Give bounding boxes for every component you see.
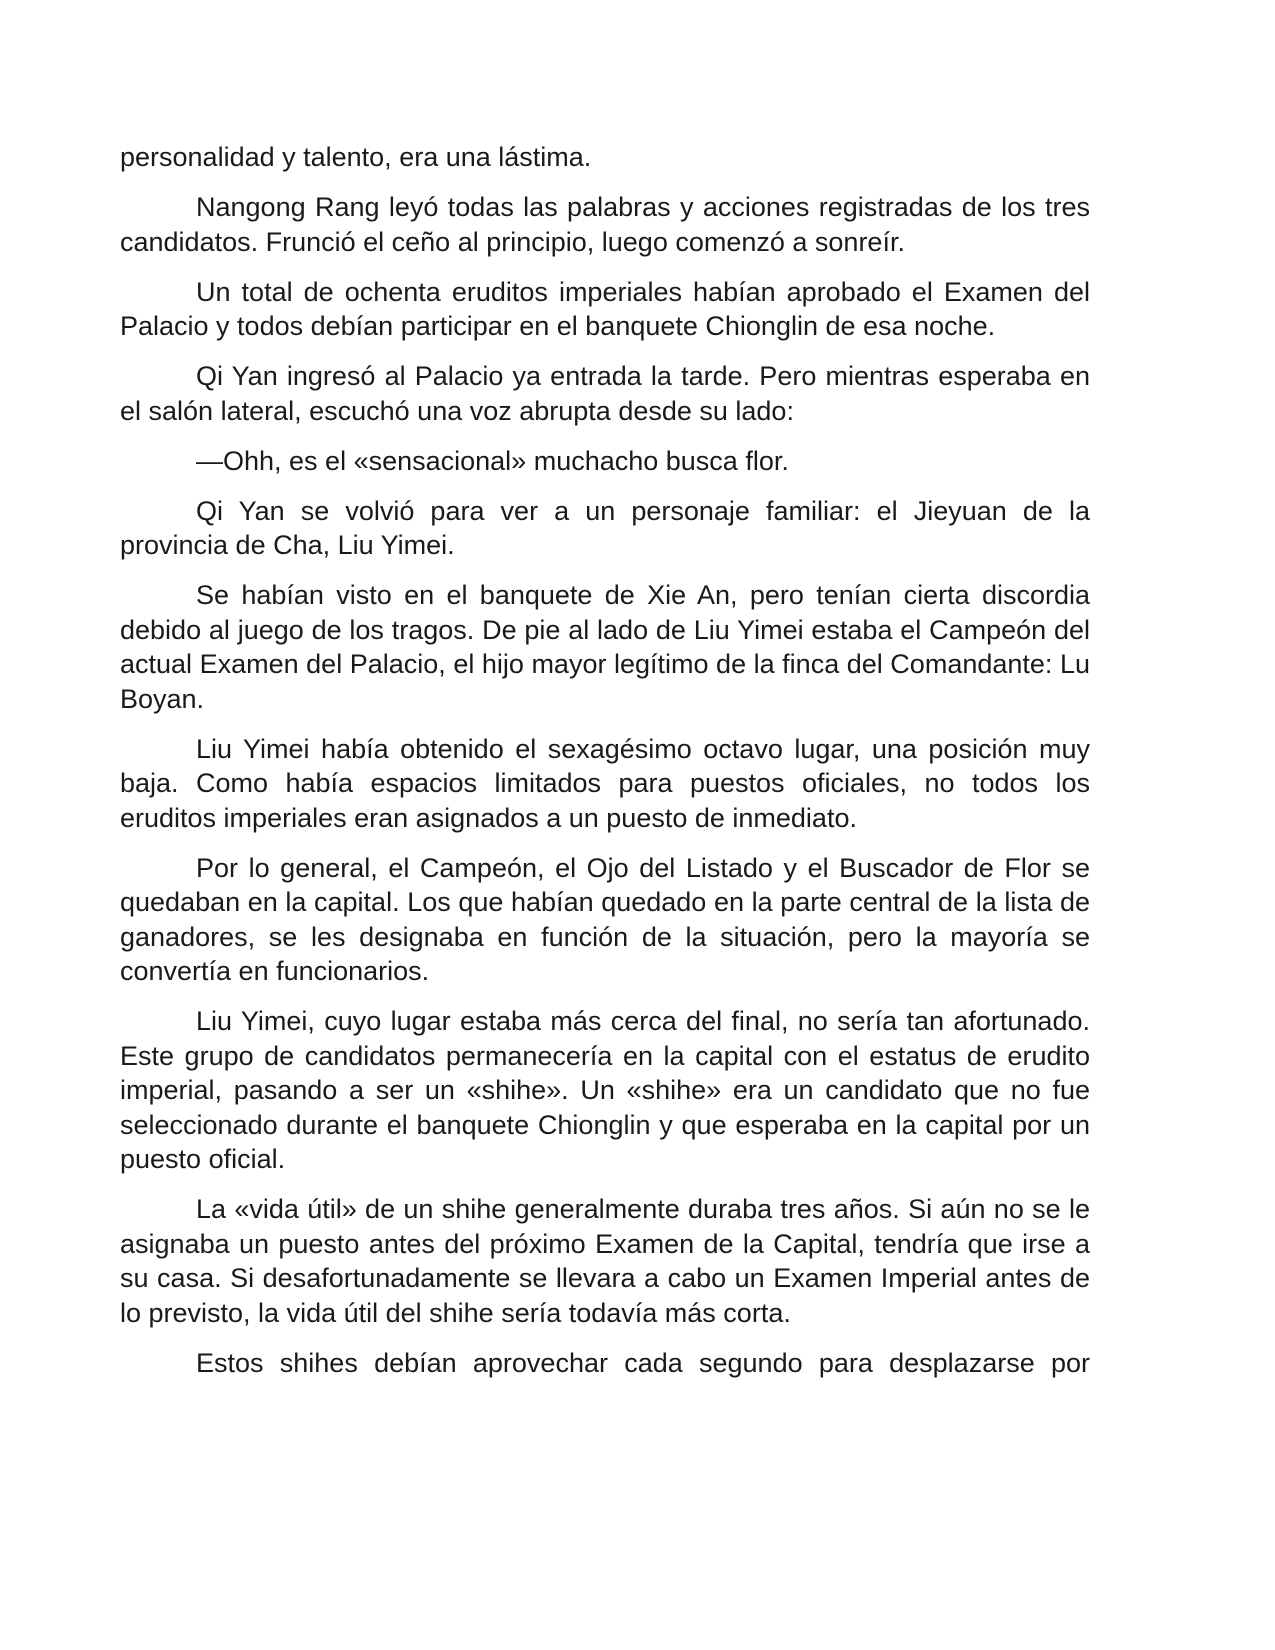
- paragraph-8: Liu Yimei había obtenido el sexagésimo octavo lugar, una posición muy baja. Como había espacios limitados para puestos oficiales, no todos los eruditos imperiales eran asignados a un puesto de inmediato.: [120, 733, 1090, 833]
- paragraph-9: Por lo general, el Campeón, el Ojo del Listado y el Buscador de Flor se quedaban en la capital. Los que habían quedado en la parte central de la lista de ganadores, se les designaba en función de la situación, pero la mayoría se convertía en funcionarios.: [120, 852, 1090, 986]
- paragraph-3: Un total de ochenta eruditos imperiales habían aprobado el Examen del Palacio y todos debían participar en el banquete Chionglin de esa noche.: [120, 276, 1090, 341]
- paragraph-12: Estos shihes debían aprovechar cada segundo para desplazarse por: [196, 1347, 1090, 1378]
- paragraph-6: Qi Yan se volvió para ver a un personaje familiar: el Jieyuan de la provincia de Cha, Liu Yimei.: [120, 495, 1090, 560]
- document-page: [120, 140, 1090, 1396]
- paragraph-5: —Ohh, es el «sensacional» muchacho busca flor.: [196, 445, 789, 476]
- paragraph-1: personalidad y talento, era una lástima.: [120, 142, 592, 172]
- paragraph-10: Liu Yimei, cuyo lugar estaba más cerca del final, no sería tan afortunado. Este grupo de candidatos permanecería en la capital con el estatus de erudito imperial, pasando a ser un «shihe». Un «shihe» era un candidato que no fue seleccionado durante el banquete Chionglin y que esperaba en la capital por un puesto oficial.: [120, 1006, 1090, 1174]
- paragraph-7: Se habían visto en el banquete de Xie An, pero tenían cierta discordia debido al juego de los tragos. De pie al lado de Liu Yimei estaba el Campeón del actual Examen del Palacio, el hijo mayor legítimo de la finca del Comandante: Lu Boyan.: [120, 580, 1090, 714]
- paragraph-11: La «vida útil» de un shihe generalmente duraba tres años. Si aún no se le asignaba un puesto antes del próximo Examen de la Capital, tendría que irse a su casa. Si desafortunadamente se llevara a cabo un Examen Imperial antes de lo previsto, la vida útil del shihe sería todavía más corta.: [120, 1194, 1090, 1328]
- paragraph-4: Qi Yan ingresó al Palacio ya entrada la tarde. Pero mientras esperaba en el salón lateral, escuchó una voz abrupta desde su lado:: [120, 361, 1090, 426]
- paragraph-2: Nangong Rang leyó todas las palabras y acciones registradas de los tres candidatos. Frunció el ceño al principio, luego comenzó a sonreír.: [120, 192, 1090, 257]
